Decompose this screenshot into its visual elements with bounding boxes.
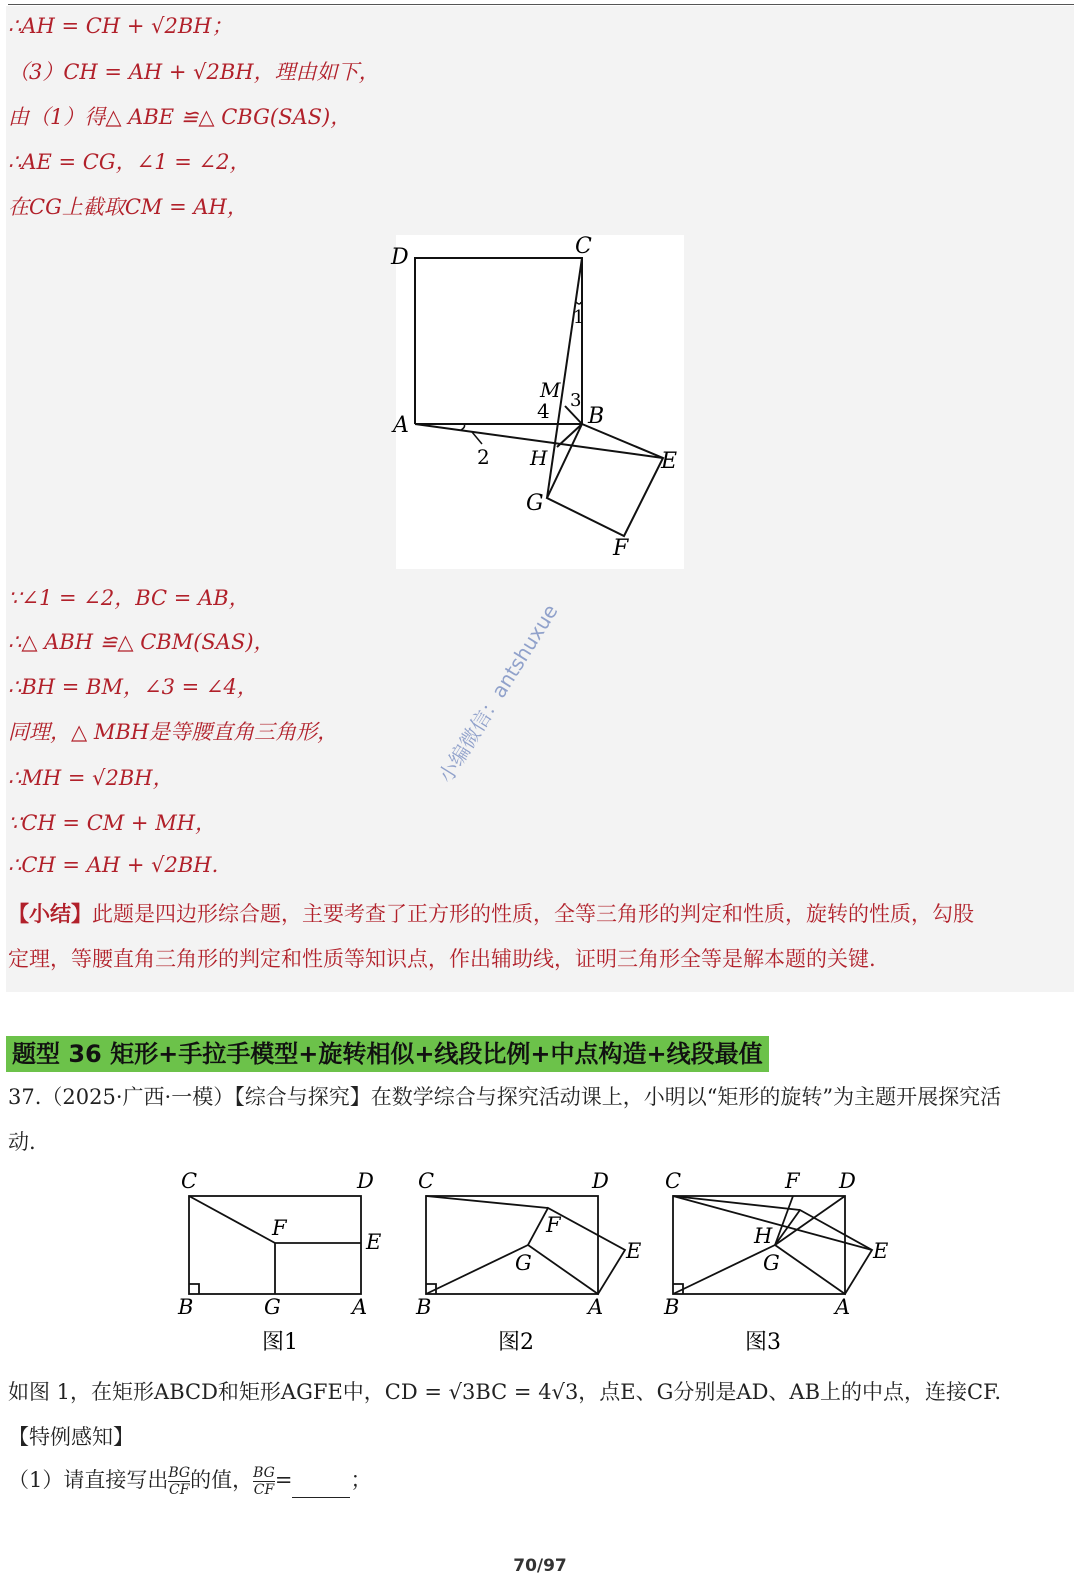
fig3-label-h: H: [754, 1224, 773, 1248]
fig1-caption: 图1: [262, 1330, 298, 1355]
fig2-label-d: D: [592, 1169, 609, 1193]
fig3-label-b: B: [664, 1295, 680, 1319]
figure-1: [177, 1169, 381, 1355]
watermark: 小编微信：antshuxue: [433, 599, 563, 787]
label-m: M: [540, 378, 561, 402]
label-angle-4: 4: [537, 399, 550, 423]
solution-line: ∴AE = CG，∠1 = ∠2，: [8, 150, 251, 174]
fraction-numerator: BG: [253, 1465, 275, 1481]
solution-line: ∴BH = BM，∠3 = ∠4，: [8, 675, 258, 699]
fig2-caption: 图2: [498, 1330, 534, 1355]
fig2-label-f: F: [546, 1213, 561, 1237]
q1-mid: 的值，: [190, 1468, 254, 1492]
q1-prefix: （1）请直接写出: [8, 1468, 169, 1492]
solution-line: ∵∠1 = ∠2，BC = AB，: [8, 586, 250, 610]
answer-blank[interactable]: [292, 1479, 350, 1498]
summary-text: 此题是四边形综合题，主要考查了正方形的性质，全等三角形的判定和性质，旋转的性质，勾股: [92, 902, 974, 926]
q1-equals: =: [274, 1468, 293, 1492]
fig3-label-a: A: [835, 1295, 851, 1319]
figure-2: [415, 1169, 641, 1355]
top-rule: [8, 4, 1074, 5]
label-e: E: [661, 449, 678, 474]
fig3-label-f: F: [785, 1169, 800, 1193]
label-angle-1: 1: [573, 307, 585, 328]
fig1-label-e: E: [366, 1230, 382, 1254]
page-number: 70/97: [513, 1556, 567, 1576]
figure-3: [663, 1169, 888, 1355]
solution-line: ∴CH = AH + √2BH.: [8, 853, 219, 877]
fig1-label-g: G: [264, 1295, 281, 1319]
summary-line-2: 定理，等腰直角三角形的判定和性质等知识点，作出辅助线，证明三角形全等是解本题的关键.: [8, 947, 876, 971]
fig3-label-g: G: [763, 1251, 780, 1275]
question-1: [8, 1464, 371, 1498]
solution-line: ∴△ ABH ≌△ CBM(SAS)，: [8, 630, 275, 654]
fraction-bg-cf: [168, 1465, 190, 1498]
solution-line: 由（1）得△ ABE ≌△ CBG(SAS)，: [8, 105, 352, 129]
fig2-label-g: G: [515, 1251, 532, 1275]
fraction-bg-cf-2: [253, 1465, 275, 1498]
q1-end: ；: [350, 1468, 372, 1492]
solution-line: ∴AH = CH + √2BH；: [8, 14, 233, 38]
label-d: D: [391, 245, 409, 270]
summary-tag: 【小结】: [8, 901, 92, 926]
fig3-caption: 图3: [745, 1330, 781, 1355]
fig1-label-c: C: [181, 1169, 198, 1193]
fig2-label-a: A: [588, 1295, 604, 1319]
label-f: F: [613, 536, 629, 561]
summary-line-1: [8, 898, 974, 928]
solution-line: ∴MH = √2BH，: [8, 766, 174, 790]
fig2-label-b: B: [416, 1295, 432, 1319]
square-rotation-figure: [391, 234, 684, 569]
fraction-numerator: BG: [168, 1465, 191, 1481]
label-a: A: [393, 413, 409, 438]
label-c: C: [575, 234, 592, 259]
fig2-label-c: C: [418, 1169, 435, 1193]
problem-figures: [170, 1168, 910, 1368]
label-g: G: [526, 491, 544, 516]
solution-line: 在CG上截取CM = AH，: [8, 195, 248, 219]
fig3-label-e: E: [873, 1239, 889, 1263]
label-h: H: [530, 446, 548, 470]
label-b: B: [588, 404, 605, 429]
rectangle-figures-svg: [170, 1168, 910, 1368]
solution-line: ∵CH = CM + MH，: [8, 811, 217, 835]
fraction-denominator: CF: [169, 1482, 190, 1498]
fig2-label-e: E: [626, 1239, 642, 1263]
problem-line-2: 动.: [8, 1130, 36, 1154]
solution-line: 同理，△ MBH是等腰直角三角形，: [8, 720, 339, 744]
segment-hb: [557, 424, 582, 447]
fig1-label-b: B: [178, 1295, 194, 1319]
fig1-label-d: D: [357, 1169, 374, 1193]
label-angle-3: 3: [570, 390, 582, 411]
special-heading: 【特例感知】: [8, 1425, 134, 1449]
fig1-label-f: F: [272, 1216, 287, 1240]
fig3-label-c: C: [665, 1169, 682, 1193]
fraction-denominator: CF: [253, 1482, 275, 1498]
angle-1-arc: [576, 302, 581, 304]
geometry-diagram: [391, 234, 684, 569]
fig3-label-d: D: [839, 1169, 856, 1193]
label-angle-2: 2: [477, 445, 490, 469]
problem-condition: 如图 1，在矩形ABCD和矩形AGFE中，CD = √3BC = 4√3，点E、G分别是AD、AB上的中点，连接CF.: [8, 1380, 1002, 1404]
section-header: 题型 36 矩形+手拉手模型+旋转相似+线段比例+中点构造+线段最值: [6, 1036, 769, 1072]
fig1-label-a: A: [352, 1295, 368, 1319]
problem-line-1: 37.（2025·广西·一模）【综合与探究】在数学综合与探究活动课上，小明以“矩形的旋转”为主题开展探究活: [8, 1085, 1002, 1109]
solution-line: （3）CH = AH + √2BH，理由如下，: [8, 60, 380, 84]
